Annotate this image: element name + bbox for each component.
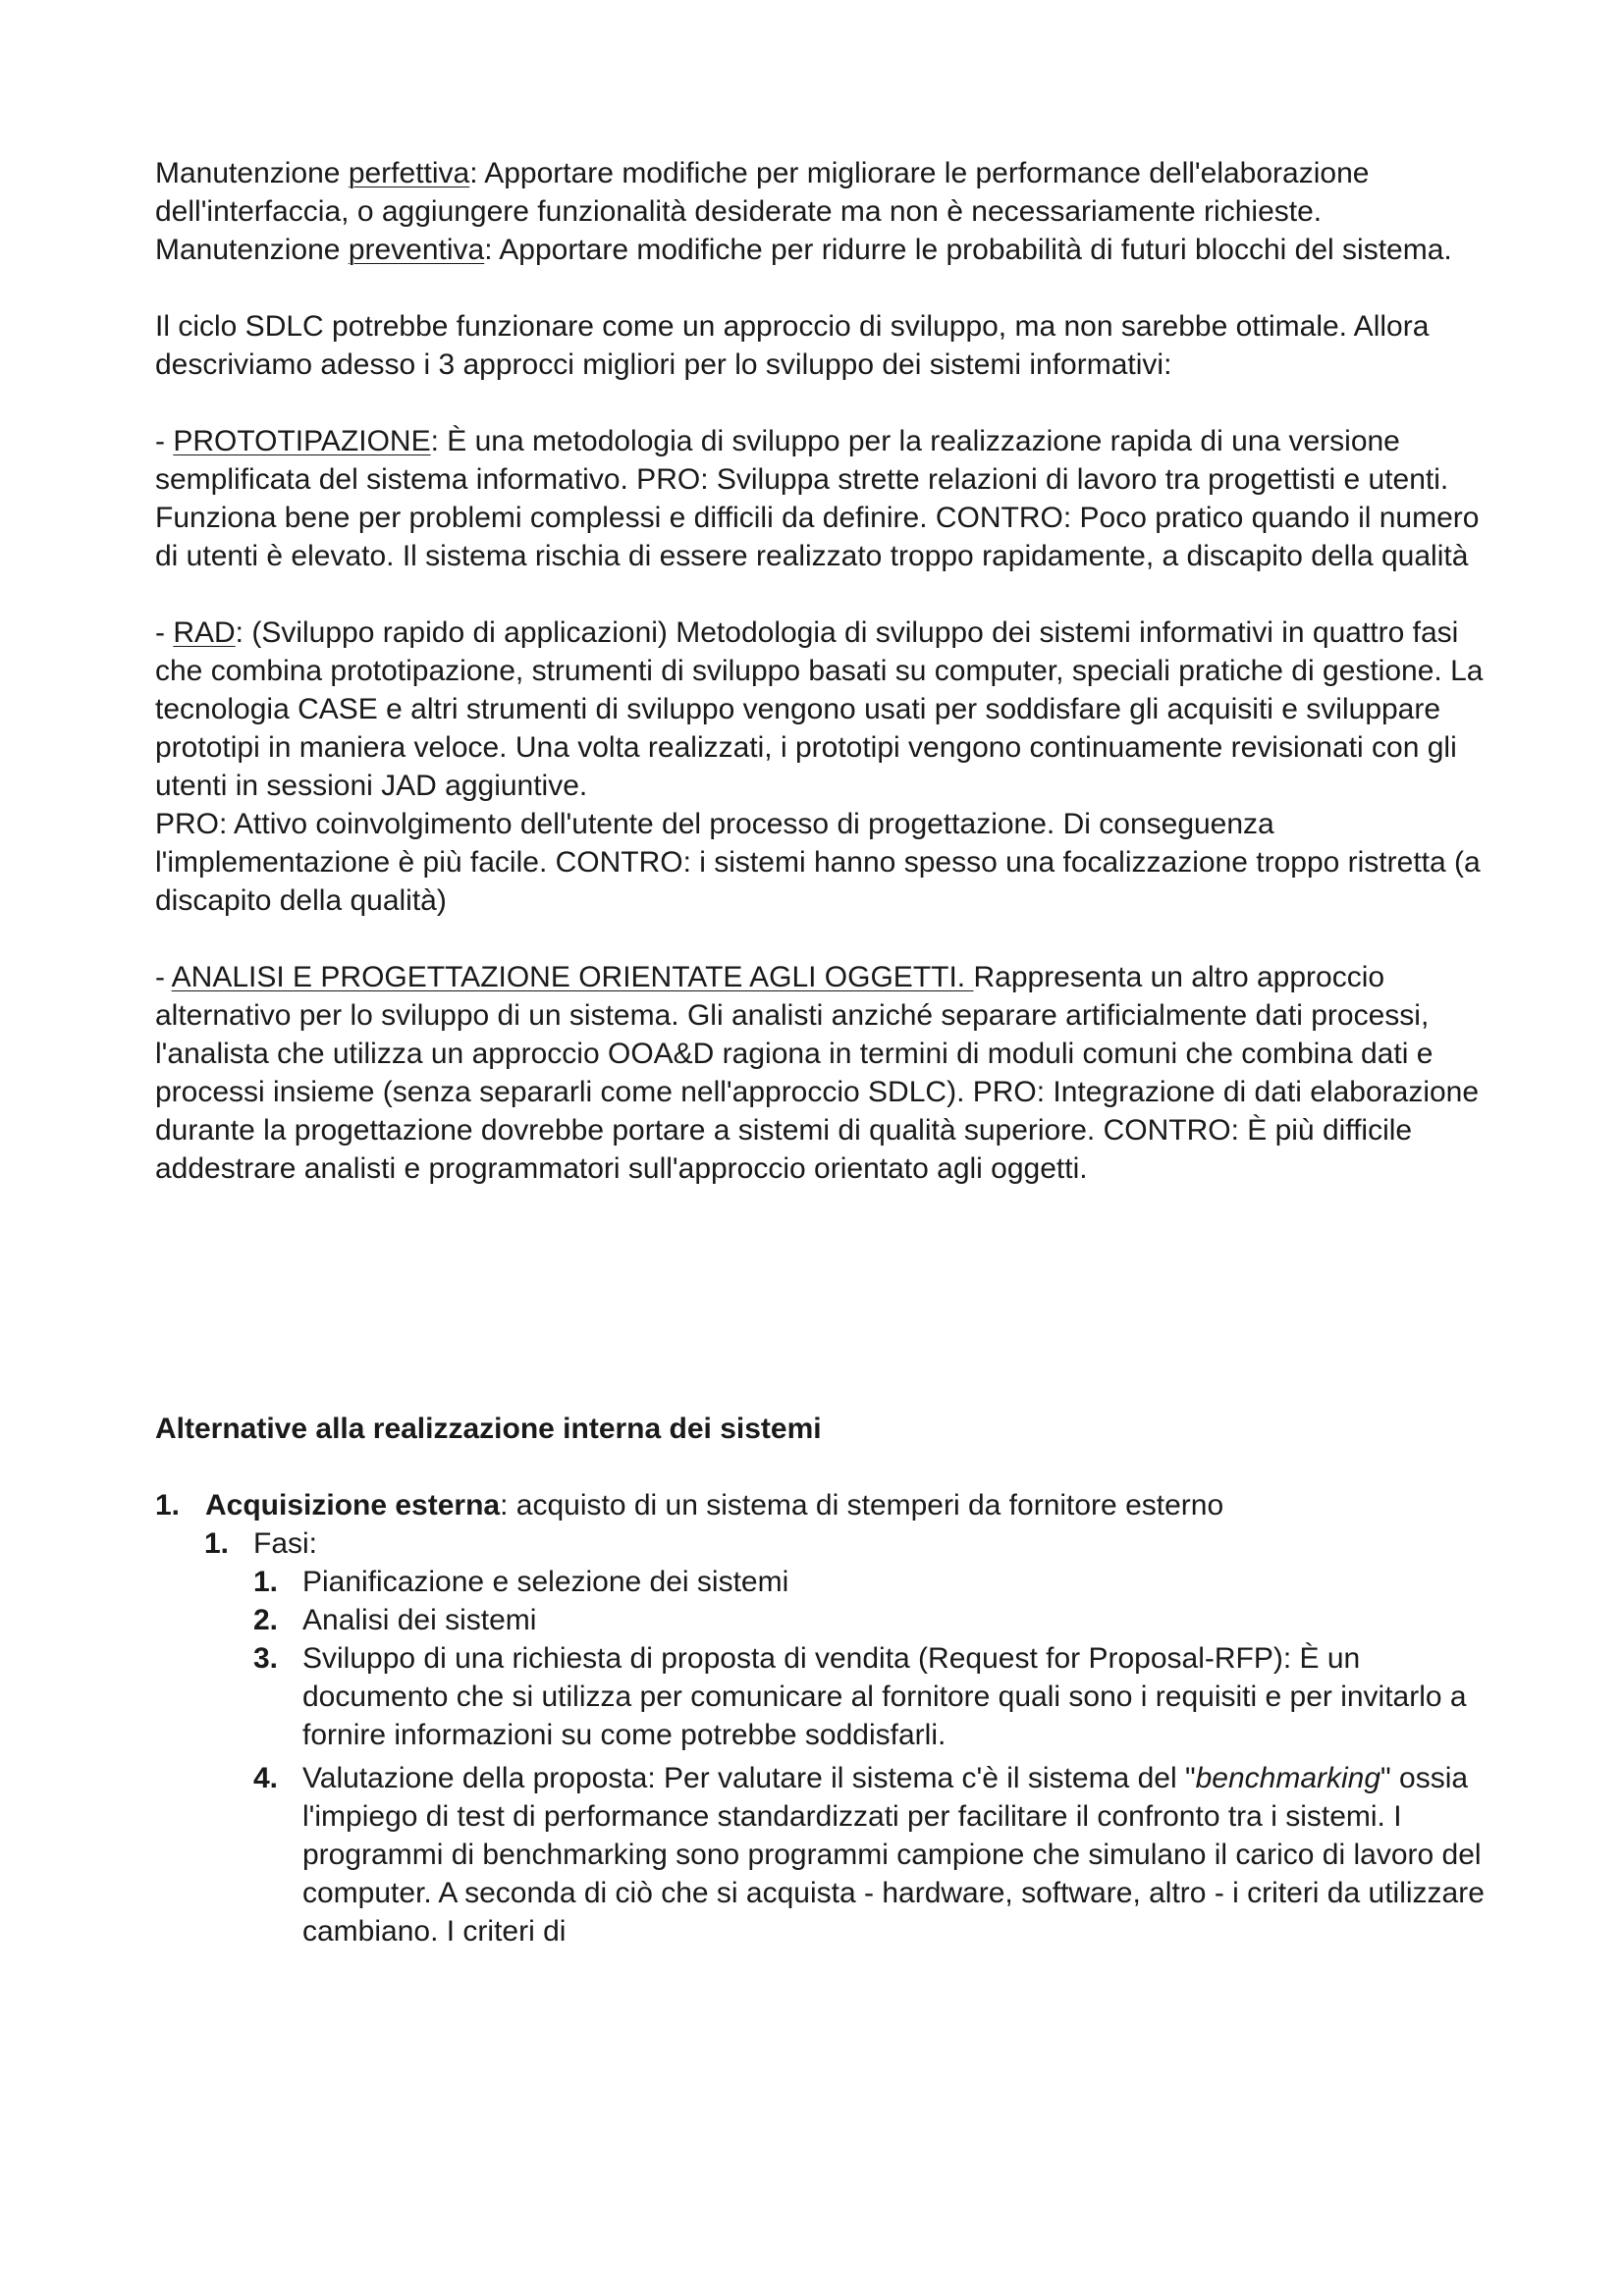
list-item-step: 2. Analisi dei sistemi [155,1601,1486,1639]
term-perfettiva: perfettiva [348,157,470,189]
term-acquisizione-esterna: Acquisizione esterna [205,1489,501,1522]
paragraph-rad: - RAD: (Sviluppo rapido di applicazioni) Metodologia di sviluppo dei sistemi informativi in quattro fasi che combina prototipazione, strumenti di sviluppo basati su computer, speciali pratiche di gestione. La tecnologia CASE e altri strumenti di sviluppo vengono usati per soddisfare gli acquisiti e sviluppare prototipi in maniera veloce. Una volta realizzati, i prototipi vengono continuamente revisionati con gli utenti in sessioni JAD aggiuntive. [155,616,1484,802]
list-item-step-valutazione: 4. Valutazione della proposta: Per valutare il sistema c'è il sistema del "benchmarking" ossia l'impiego di test di performance standardizzati per facilitare il confronto tra i sistemi. I programmi di benchmarking sono programmi campione che simulano il carico di lavoro del computer. A seconda di ciò che si acquista - hardware, software, altro - i criteri da utilizzare cambiano. I criteri di [155,1759,1486,1950]
document-body [155,154,1486,1950]
paragraph-ooad: - ANALISI E PROGETTAZIONE ORIENTATE AGLI OGGETTI. Rappresenta un altro approccio alternativo per lo sviluppo di un sistema. Gli analisti anziché separare artificialmente dati processi, l'analista che utilizza un approccio OOA&D ragiona in termini di moduli comuni che combina dati e processi insieme (senza separarli come nell'approccio SDLC). PRO: Integrazione di dati elaborazione durante la progettazione dovrebbe portare a sistemi di qualità superiore. CONTRO: È più difficile addestrare analisti e programmatori sull'approccio orientato agli oggetti. [155,961,1480,1185]
term-prototipazione: PROTOTIPAZIONE [173,425,431,457]
section-heading: Alternative alla realizzazione interna dei sistemi [155,1413,822,1445]
term-ooad: ANALISI E PROGETTAZIONE ORIENTATE AGLI OGGETTI. [171,961,974,993]
list-number: 1. [204,1527,230,1560]
paragraph-rad-pro-contro: PRO: Attivo coinvolgimento dell'utente del processo di progettazione. Di conseguenza l'implementazione è più facile. CONTRO: i sistemi hanno spesso una focalizzazione troppo ristretta (a discapito della qualità) [155,808,1481,917]
list-item-fasi: 1. Fasi: [155,1524,1486,1563]
list-item-acquisizione-esterna: 1. Acquisizione esterna: acquisto di un sistema di stemperi da fornitore esterno [155,1486,1486,1524]
paragraph-preventive-maintenance: Manutenzione preventiva: Apportare modifiche per ridurre le probabilità di futuri blocchi del sistema. [155,234,1452,266]
list-number: 3. [253,1642,279,1675]
paragraph-prototipazione: - PROTOTIPAZIONE: È una metodologia di sviluppo per la realizzazione rapida di una versione semplificata del sistema informativo. PRO: Sviluppa strette relazioni di lavoro tra progettisti e utenti. Funziona bene per problemi complessi e difficili da definire. CONTRO: Poco pratico quando il numero di utenti è elevato. Il sistema rischia di essere realizzato troppo rapidamente, a discapito della qualità [155,425,1480,572]
term-rad: RAD [173,616,236,649]
term-preventiva: preventiva [348,234,485,266]
list-number: 2. [253,1604,279,1636]
list-number: 1. [155,1489,181,1522]
paragraph-sdlc: Il ciclo SDLC potrebbe funzionare come un approccio di sviluppo, ma non sarebbe ottimale. Allora descriviamo adesso i 3 approcci migliori per lo sviluppo dei sistemi informativi: [155,310,1430,381]
list-item-step: 1. Pianificazione e selezione dei sistemi [155,1563,1486,1601]
list-number: 1. [253,1566,279,1598]
list-number: 4. [253,1762,279,1794]
paragraph-perfective-maintenance: Manutenzione perfettiva: Apportare modifiche per migliorare le performance dell'elaborazione dell'interfaccia, o aggiungere funzionalità desiderate ma non è necessariamente richieste. [155,157,1370,228]
list-item-step: 3. Sviluppo di una richiesta di proposta di vendita (Request for Proposal-RFP): È un documento che si utilizza per comunicare al fornitore quali sono i requisiti e per invitarlo a fornire informazioni su come potrebbe soddisfarli. [155,1639,1486,1754]
term-benchmarking: benchmarking [1195,1762,1381,1794]
